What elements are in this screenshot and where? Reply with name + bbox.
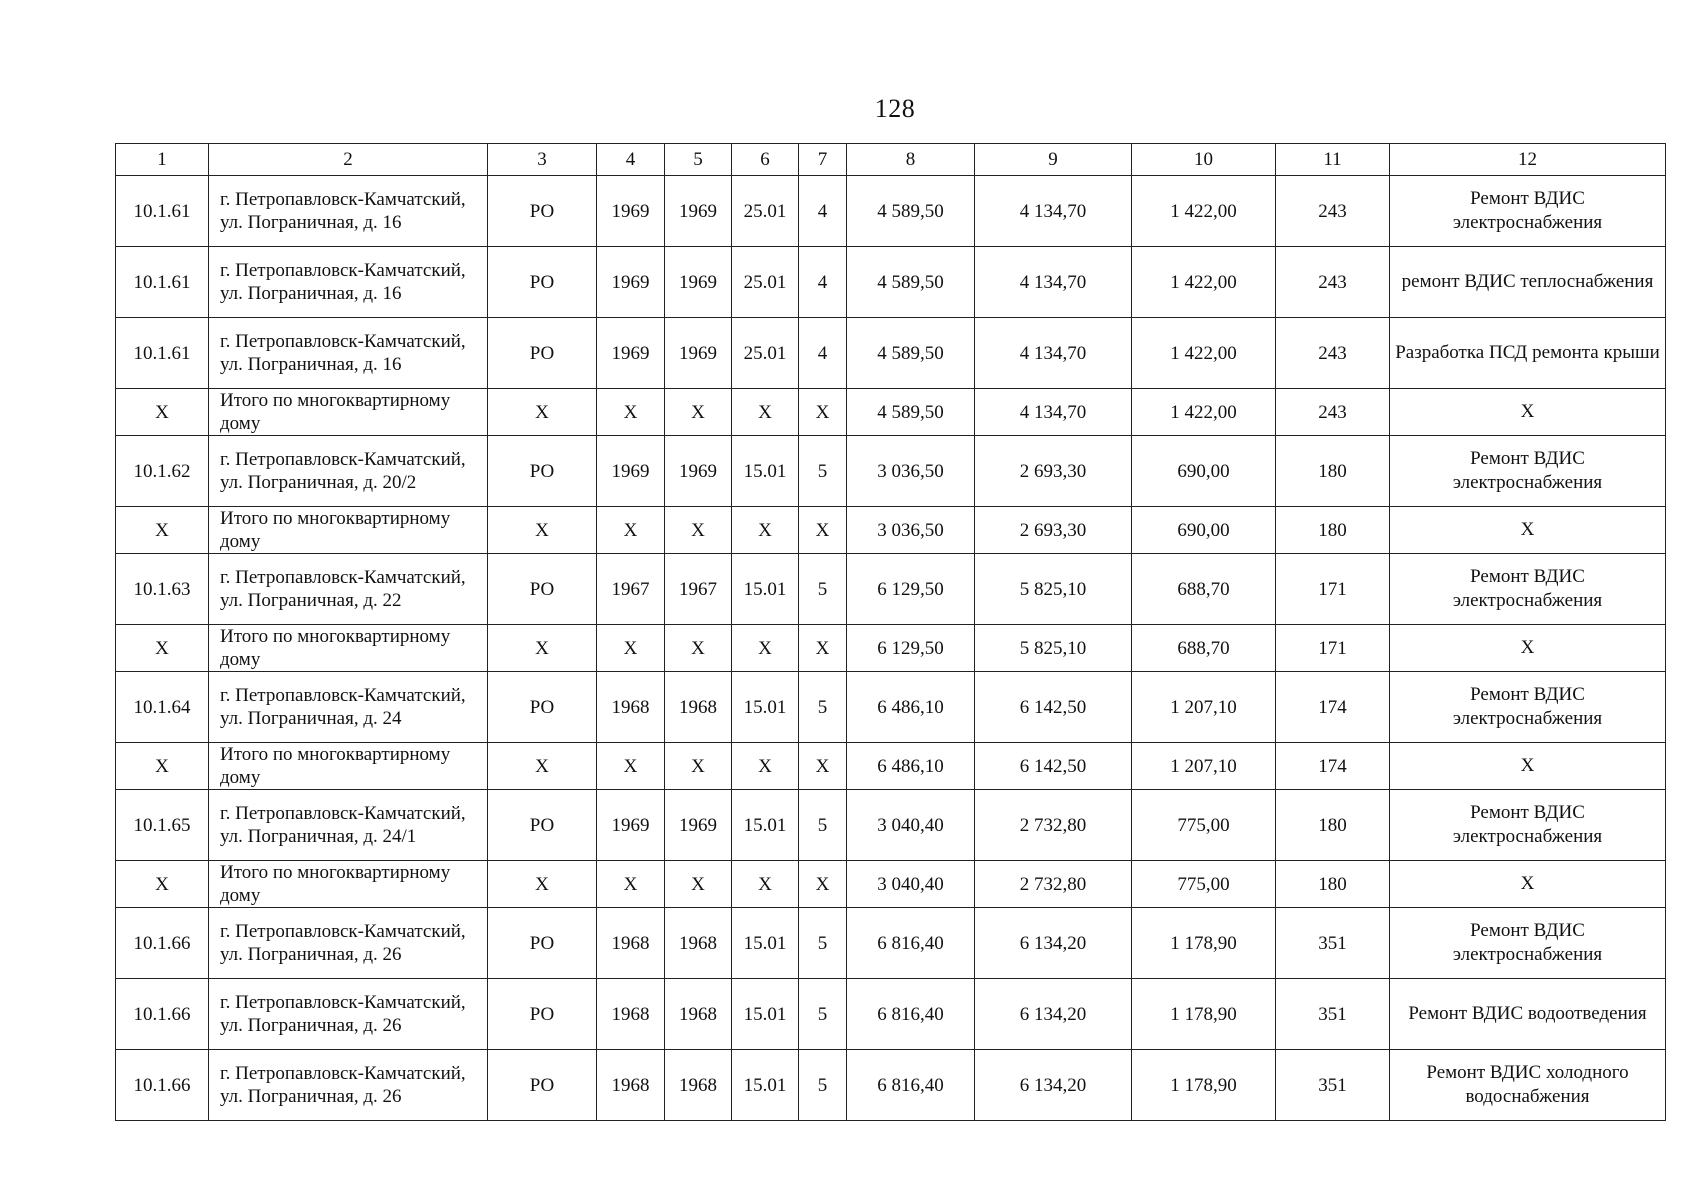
total-row (116, 625, 1666, 672)
cell-wall-material: 25.01 (732, 247, 799, 318)
cell-year-commissioned: 1969 (665, 790, 732, 861)
column-header: 1 (116, 144, 209, 176)
cell-year-built: 1969 (597, 176, 665, 247)
cell-wall-material: 15.01 (732, 672, 799, 743)
cell-residential-area: 4 134,70 (975, 247, 1132, 318)
cell-year-built: 1967 (597, 554, 665, 625)
cell-wall-material: 15.01 (732, 1050, 799, 1121)
cell-address: г. Петропавловск-Камчатский, ул. Пограничная, д. 26 (209, 1050, 488, 1121)
cell-address: г. Петропавловск-Камчатский, ул. Пограничная, д. 24 (209, 672, 488, 743)
cell-row-code: Х (116, 861, 209, 908)
cell-residents-count: 243 (1276, 318, 1390, 389)
cell-year-commissioned: 1968 (665, 672, 732, 743)
cell-residents-count: 174 (1276, 672, 1390, 743)
cell-year-commissioned: Х (665, 507, 732, 554)
column-header: 6 (732, 144, 799, 176)
cell-residents-count: 243 (1276, 247, 1390, 318)
cell-nonresidential-area: 1 207,10 (1132, 743, 1276, 790)
cell-owner-type: Х (488, 625, 597, 672)
cell-row-code: Х (116, 507, 209, 554)
cell-residents-count: 243 (1276, 176, 1390, 247)
cell-residential-area: 6 134,20 (975, 979, 1132, 1050)
cell-residential-area: 5 825,10 (975, 554, 1132, 625)
table-row (116, 979, 1666, 1050)
cell-nonresidential-area: 1 422,00 (1132, 389, 1276, 436)
cell-nonresidential-area: 775,00 (1132, 790, 1276, 861)
cell-year-commissioned: 1968 (665, 908, 732, 979)
cell-nonresidential-area: 688,70 (1132, 625, 1276, 672)
cell-year-built: 1969 (597, 318, 665, 389)
cell-work-type: Ремонт ВДИС электроснабжения (1390, 672, 1666, 743)
cell-row-code: 10.1.66 (116, 979, 209, 1050)
cell-floors: 4 (799, 176, 847, 247)
cell-nonresidential-area: 1 422,00 (1132, 247, 1276, 318)
cell-work-type: Ремонт ВДИС электроснабжения (1390, 436, 1666, 507)
column-header: 7 (799, 144, 847, 176)
cell-year-built: Х (597, 507, 665, 554)
cell-floors: 4 (799, 318, 847, 389)
cell-residents-count: 180 (1276, 790, 1390, 861)
cell-residential-area: 2 693,30 (975, 507, 1132, 554)
table-row (116, 436, 1666, 507)
cell-row-code: 10.1.63 (116, 554, 209, 625)
cell-year-commissioned: Х (665, 389, 732, 436)
cell-row-code: 10.1.64 (116, 672, 209, 743)
cell-year-built: 1969 (597, 247, 665, 318)
column-header: 10 (1132, 144, 1276, 176)
cell-owner-type: Х (488, 743, 597, 790)
cell-owner-type: РО (488, 790, 597, 861)
total-row (116, 743, 1666, 790)
cell-address: Итого по многоквартирному дому (209, 389, 488, 436)
cell-address: г. Петропавловск-Камчатский, ул. Пограничная, д. 16 (209, 247, 488, 318)
cell-wall-material: 15.01 (732, 908, 799, 979)
cell-total-area: 6 129,50 (847, 554, 975, 625)
column-header: 4 (597, 144, 665, 176)
cell-residential-area: 6 134,20 (975, 1050, 1132, 1121)
cell-owner-type: Х (488, 389, 597, 436)
cell-nonresidential-area: 1 422,00 (1132, 318, 1276, 389)
cell-floors: Х (799, 743, 847, 790)
cell-nonresidential-area: 690,00 (1132, 436, 1276, 507)
cell-total-area: 6 129,50 (847, 625, 975, 672)
column-header: 3 (488, 144, 597, 176)
table-row (116, 247, 1666, 318)
cell-residential-area: 2 732,80 (975, 790, 1132, 861)
cell-address: г. Петропавловск-Камчатский, ул. Пограничная, д. 26 (209, 908, 488, 979)
cell-nonresidential-area: 1 178,90 (1132, 908, 1276, 979)
cell-wall-material: 15.01 (732, 790, 799, 861)
cell-residents-count: 351 (1276, 1050, 1390, 1121)
cell-row-code: 10.1.62 (116, 436, 209, 507)
cell-residents-count: 351 (1276, 908, 1390, 979)
cell-wall-material: Х (732, 743, 799, 790)
cell-year-built: Х (597, 625, 665, 672)
cell-owner-type: Х (488, 861, 597, 908)
cell-residents-count: 180 (1276, 861, 1390, 908)
table-row (116, 672, 1666, 743)
cell-wall-material: Х (732, 861, 799, 908)
cell-year-commissioned: Х (665, 743, 732, 790)
cell-year-commissioned: 1968 (665, 979, 732, 1050)
column-header: 12 (1390, 144, 1666, 176)
cell-residential-area: 4 134,70 (975, 176, 1132, 247)
total-row (116, 861, 1666, 908)
cell-owner-type: РО (488, 247, 597, 318)
cell-owner-type: РО (488, 436, 597, 507)
cell-owner-type: РО (488, 176, 597, 247)
cell-row-code: 10.1.61 (116, 176, 209, 247)
cell-owner-type: РО (488, 554, 597, 625)
cell-nonresidential-area: 1 422,00 (1132, 176, 1276, 247)
cell-residential-area: 2 732,80 (975, 861, 1132, 908)
cell-total-area: 6 486,10 (847, 672, 975, 743)
cell-residential-area: 6 142,50 (975, 672, 1132, 743)
cell-address: г. Петропавловск-Камчатский, ул. Пограничная, д. 20/2 (209, 436, 488, 507)
cell-year-built: 1968 (597, 672, 665, 743)
cell-residential-area: 6 142,50 (975, 743, 1132, 790)
table-row (116, 554, 1666, 625)
cell-wall-material: 15.01 (732, 436, 799, 507)
cell-year-commissioned: Х (665, 861, 732, 908)
cell-year-built: 1969 (597, 790, 665, 861)
cell-floors: Х (799, 861, 847, 908)
cell-total-area: 3 036,50 (847, 436, 975, 507)
cell-year-built: Х (597, 389, 665, 436)
cell-total-area: 3 036,50 (847, 507, 975, 554)
table-row (116, 176, 1666, 247)
cell-nonresidential-area: 775,00 (1132, 861, 1276, 908)
cell-wall-material: 15.01 (732, 554, 799, 625)
cell-residents-count: 243 (1276, 389, 1390, 436)
cell-address: г. Петропавловск-Камчатский, ул. Пограничная, д. 16 (209, 176, 488, 247)
table-header (116, 144, 1666, 176)
table-row (116, 1050, 1666, 1121)
cell-total-area: 3 040,40 (847, 790, 975, 861)
cell-total-area: 4 589,50 (847, 176, 975, 247)
cell-residents-count: 174 (1276, 743, 1390, 790)
cell-wall-material: Х (732, 507, 799, 554)
cell-wall-material: 15.01 (732, 979, 799, 1050)
cell-work-type: Ремонт ВДИС водоотведения (1390, 979, 1666, 1050)
repair-register-table (115, 143, 1666, 1121)
cell-work-type: Х (1390, 507, 1666, 554)
cell-address: Итого по многоквартирному дому (209, 861, 488, 908)
cell-address: г. Петропавловск-Камчатский, ул. Пограничная, д. 26 (209, 979, 488, 1050)
cell-residents-count: 180 (1276, 436, 1390, 507)
cell-floors: 5 (799, 979, 847, 1050)
cell-address: Итого по многоквартирному дому (209, 743, 488, 790)
cell-total-area: 4 589,50 (847, 389, 975, 436)
page-number: 128 (874, 94, 916, 123)
cell-address: Итого по многоквартирному дому (209, 625, 488, 672)
cell-owner-type: РО (488, 979, 597, 1050)
cell-work-type: Ремонт ВДИС электроснабжения (1390, 554, 1666, 625)
cell-total-area: 6 816,40 (847, 979, 975, 1050)
cell-floors: 4 (799, 247, 847, 318)
cell-work-type: Х (1390, 625, 1666, 672)
cell-year-commissioned: 1968 (665, 1050, 732, 1121)
cell-owner-type: Х (488, 507, 597, 554)
cell-residents-count: 171 (1276, 625, 1390, 672)
cell-address: Итого по многоквартирному дому (209, 507, 488, 554)
cell-residential-area: 5 825,10 (975, 625, 1132, 672)
column-header: 9 (975, 144, 1132, 176)
cell-row-code: 10.1.65 (116, 790, 209, 861)
cell-work-type: Ремонт ВДИС электроснабжения (1390, 908, 1666, 979)
total-row (116, 389, 1666, 436)
cell-work-type: Ремонт ВДИС электроснабжения (1390, 176, 1666, 247)
column-header: 11 (1276, 144, 1390, 176)
cell-row-code: Х (116, 389, 209, 436)
column-number-row (116, 144, 1666, 176)
cell-wall-material: Х (732, 625, 799, 672)
cell-work-type: Х (1390, 389, 1666, 436)
cell-row-code: 10.1.66 (116, 908, 209, 979)
cell-year-commissioned: Х (665, 625, 732, 672)
cell-row-code: 10.1.61 (116, 247, 209, 318)
cell-floors: Х (799, 389, 847, 436)
cell-total-area: 6 816,40 (847, 1050, 975, 1121)
cell-owner-type: РО (488, 318, 597, 389)
cell-floors: Х (799, 507, 847, 554)
cell-wall-material: Х (732, 389, 799, 436)
cell-work-type: Ремонт ВДИС холодного водоснабжения (1390, 1050, 1666, 1121)
cell-residents-count: 180 (1276, 507, 1390, 554)
total-row (116, 507, 1666, 554)
cell-row-code: Х (116, 625, 209, 672)
table-row (116, 318, 1666, 389)
cell-floors: 5 (799, 908, 847, 979)
cell-owner-type: РО (488, 1050, 597, 1121)
cell-year-built: 1968 (597, 979, 665, 1050)
cell-total-area: 6 816,40 (847, 908, 975, 979)
cell-address: г. Петропавловск-Камчатский, ул. Пограничная, д. 16 (209, 318, 488, 389)
cell-year-commissioned: 1969 (665, 247, 732, 318)
cell-floors: 5 (799, 1050, 847, 1121)
cell-nonresidential-area: 688,70 (1132, 554, 1276, 625)
table-row (116, 908, 1666, 979)
cell-year-commissioned: 1969 (665, 318, 732, 389)
cell-row-code: 10.1.61 (116, 318, 209, 389)
cell-row-code: 10.1.66 (116, 1050, 209, 1121)
column-header: 8 (847, 144, 975, 176)
cell-residential-area: 6 134,20 (975, 908, 1132, 979)
cell-floors: 5 (799, 436, 847, 507)
cell-total-area: 3 040,40 (847, 861, 975, 908)
cell-owner-type: РО (488, 908, 597, 979)
cell-work-type: ремонт ВДИС теплоснабжения (1390, 247, 1666, 318)
cell-nonresidential-area: 690,00 (1132, 507, 1276, 554)
cell-address: г. Петропавловск-Камчатский, ул. Пограничная, д. 22 (209, 554, 488, 625)
table-body (116, 176, 1666, 1121)
cell-work-type: Разработка ПСД ремонта крыши (1390, 318, 1666, 389)
cell-work-type: Х (1390, 743, 1666, 790)
cell-wall-material: 25.01 (732, 318, 799, 389)
cell-nonresidential-area: 1 178,90 (1132, 979, 1276, 1050)
cell-year-built: Х (597, 861, 665, 908)
cell-year-built: Х (597, 743, 665, 790)
cell-residential-area: 4 134,70 (975, 389, 1132, 436)
cell-year-built: 1968 (597, 908, 665, 979)
cell-year-commissioned: 1969 (665, 176, 732, 247)
cell-row-code: Х (116, 743, 209, 790)
cell-residential-area: 2 693,30 (975, 436, 1132, 507)
cell-work-type: Х (1390, 861, 1666, 908)
cell-work-type: Ремонт ВДИС электроснабжения (1390, 790, 1666, 861)
cell-residential-area: 4 134,70 (975, 318, 1132, 389)
cell-floors: Х (799, 625, 847, 672)
table-row (116, 790, 1666, 861)
cell-residents-count: 171 (1276, 554, 1390, 625)
cell-residents-count: 351 (1276, 979, 1390, 1050)
column-header: 5 (665, 144, 732, 176)
cell-owner-type: РО (488, 672, 597, 743)
cell-total-area: 4 589,50 (847, 247, 975, 318)
cell-floors: 5 (799, 790, 847, 861)
cell-total-area: 6 486,10 (847, 743, 975, 790)
cell-total-area: 4 589,50 (847, 318, 975, 389)
cell-year-built: 1969 (597, 436, 665, 507)
cell-nonresidential-area: 1 178,90 (1132, 1050, 1276, 1121)
column-header: 2 (209, 144, 488, 176)
cell-wall-material: 25.01 (732, 176, 799, 247)
cell-floors: 5 (799, 554, 847, 625)
cell-year-built: 1968 (597, 1050, 665, 1121)
cell-year-commissioned: 1969 (665, 436, 732, 507)
cell-address: г. Петропавловск-Камчатский, ул. Пограничная, д. 24/1 (209, 790, 488, 861)
cell-year-commissioned: 1967 (665, 554, 732, 625)
cell-floors: 5 (799, 672, 847, 743)
cell-nonresidential-area: 1 207,10 (1132, 672, 1276, 743)
